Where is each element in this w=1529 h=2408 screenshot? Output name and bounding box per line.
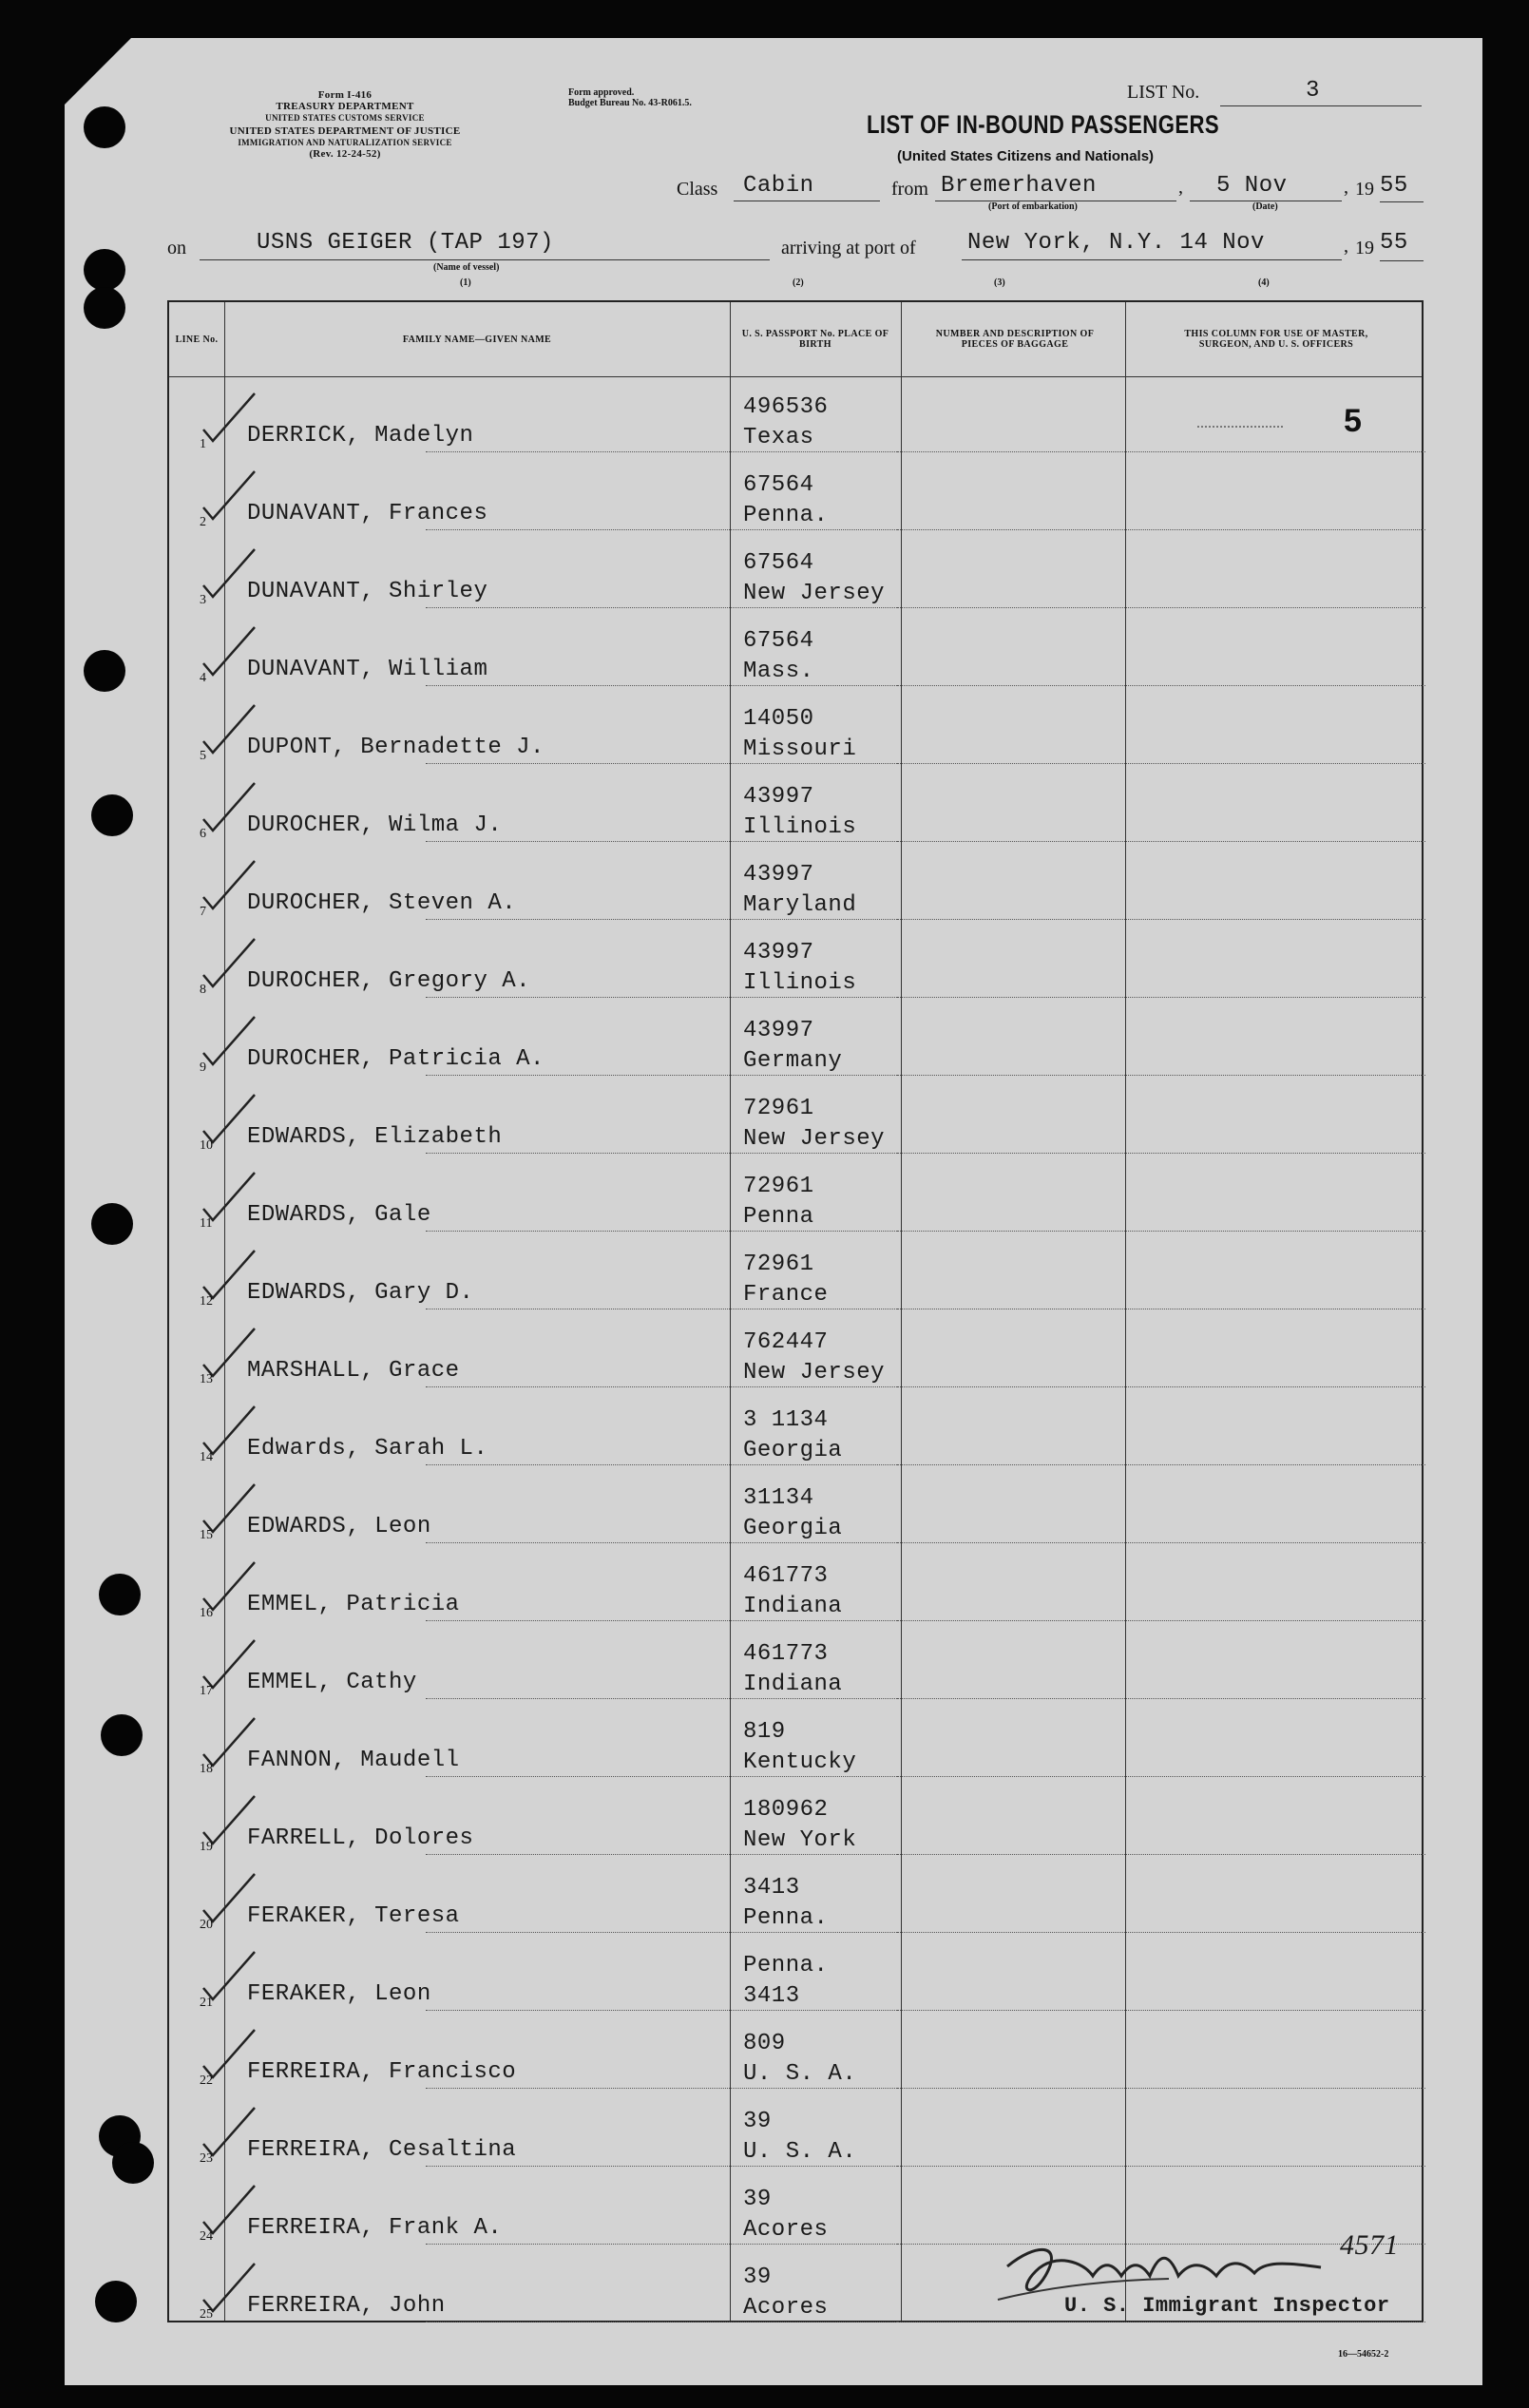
passport-number: 39 xyxy=(743,2109,772,2134)
class-label: Class xyxy=(677,179,718,200)
line-number: 14 xyxy=(200,1450,213,1464)
passenger-name: FERREIRA, Frank A. xyxy=(247,2215,503,2241)
passenger-name: EDWARDS, Gale xyxy=(247,1202,431,1228)
passport-number: 43997 xyxy=(743,940,814,965)
passenger-name: MARSHALL, Grace xyxy=(247,1358,460,1384)
table-row xyxy=(169,1937,1425,2015)
departure-year-prefix: 19 xyxy=(1355,179,1374,200)
row-rule xyxy=(897,763,1425,764)
place-of-birth: Illinois xyxy=(743,814,857,840)
col-header-passport: U. S. PASSPORT No. PLACE OF BIRTH xyxy=(741,329,889,350)
arrival-year-prefix: 19 xyxy=(1355,238,1374,258)
place-of-birth: New Jersey xyxy=(743,1126,886,1152)
arrival-port-date: New York, N.Y. 14 Nov xyxy=(962,230,1342,260)
departure-year: 55 xyxy=(1380,173,1424,202)
passenger-name: DUNAVANT, Frances xyxy=(247,501,488,526)
departure-date: 5 Nov xyxy=(1190,173,1342,201)
punch-hole xyxy=(101,1714,143,1756)
arrival-year: 55 xyxy=(1380,230,1424,261)
place-of-birth: 3413 xyxy=(743,1983,800,2009)
table-row xyxy=(169,1235,1425,1313)
table-row xyxy=(169,768,1425,846)
line-number: 2 xyxy=(200,515,206,529)
arriving-label: arriving at port of xyxy=(781,238,916,258)
punch-hole xyxy=(112,2142,154,2184)
passport-number: 461773 xyxy=(743,1641,829,1667)
table-row xyxy=(169,846,1425,924)
line-number: 1 xyxy=(200,437,206,451)
passport-number: 762447 xyxy=(743,1329,829,1355)
form-approved: Form approved. xyxy=(568,87,635,98)
table-row xyxy=(169,1859,1425,1937)
punch-hole xyxy=(99,1574,141,1615)
place-of-birth: New York xyxy=(743,1827,857,1853)
line-number: 13 xyxy=(200,1372,213,1386)
passenger-name: EDWARDS, Leon xyxy=(247,1514,431,1539)
passenger-name: FERREIRA, Francisco xyxy=(247,2059,517,2085)
row-rule xyxy=(897,1464,1425,1465)
column-number-3: (3) xyxy=(994,277,1005,288)
passport-number: 67564 xyxy=(743,550,814,576)
row-rule xyxy=(897,919,1425,920)
passport-number: 43997 xyxy=(743,862,814,888)
punch-hole xyxy=(91,794,133,836)
punch-hole xyxy=(84,650,125,692)
row-rule xyxy=(897,1542,1425,1543)
passenger-name: FERREIRA, Cesaltina xyxy=(247,2137,517,2163)
col-header-line-no: LINE No. xyxy=(175,334,219,345)
table-row xyxy=(169,1080,1425,1157)
line-number: 18 xyxy=(200,1762,213,1776)
header-divider xyxy=(169,376,1422,377)
passenger-name: FERAKER, Teresa xyxy=(247,1903,460,1929)
col-header-name: FAMILY NAME—GIVEN NAME xyxy=(402,334,552,345)
place-of-birth: U. S. A. xyxy=(743,2139,857,2165)
passenger-name: Edwards, Sarah L. xyxy=(247,1436,488,1462)
col-header-baggage: NUMBER AND DESCRIPTION OF PIECES OF BAGGAGE xyxy=(935,329,1095,350)
passport-number: 3 1134 xyxy=(743,1407,829,1433)
passport-number: 819 xyxy=(743,1719,786,1745)
place-of-birth: Illinois xyxy=(743,970,857,996)
line-number: 9 xyxy=(200,1061,206,1075)
place-of-birth: Texas xyxy=(743,425,814,450)
punch-hole xyxy=(84,249,125,291)
place-of-birth: Mass. xyxy=(743,659,814,684)
place-of-birth: Missouri xyxy=(743,736,857,762)
vessel-name: USNS GEIGER (TAP 197) xyxy=(200,230,770,260)
table-row xyxy=(169,1313,1425,1391)
revision-date: (Rev. 12-24-52) xyxy=(309,148,381,160)
inspector-title: U. S. Immigrant Inspector xyxy=(1064,2294,1390,2318)
line-number: 22 xyxy=(200,2074,213,2088)
list-no-label: LIST No. xyxy=(1127,82,1200,103)
place-of-birth: Acores xyxy=(743,2295,829,2321)
row-rule xyxy=(897,997,1425,998)
line-number: 20 xyxy=(200,1918,213,1932)
place-of-birth: New Jersey xyxy=(743,1360,886,1386)
passport-number: 14050 xyxy=(743,706,814,732)
table-row xyxy=(169,1469,1425,1547)
date-caption: (Date) xyxy=(1252,201,1278,212)
line-number: 12 xyxy=(200,1294,213,1309)
place-of-birth: Germany xyxy=(743,1048,843,1074)
passport-number: 496536 xyxy=(743,394,829,420)
row-rule xyxy=(897,1776,1425,1777)
row-rule xyxy=(897,1153,1425,1154)
column-number-4: (4) xyxy=(1258,277,1270,288)
port-caption: (Port of embarkation) xyxy=(988,201,1078,212)
comma-separator: , xyxy=(1344,177,1348,198)
agency-block xyxy=(160,89,530,160)
passenger-name: FERREIRA, John xyxy=(247,2293,446,2319)
form-subtitle: (United States Citizens and Nationals) xyxy=(897,148,1155,164)
row-rule xyxy=(897,841,1425,842)
line-number: 21 xyxy=(200,1996,213,2010)
row-rule xyxy=(897,607,1425,608)
table-row xyxy=(169,2093,1425,2170)
passport-number: Penna. xyxy=(743,1953,829,1978)
table-row xyxy=(169,1157,1425,1235)
place-of-birth: Kentucky xyxy=(743,1749,857,1775)
table-row xyxy=(169,690,1425,768)
form-number: Form I-416 xyxy=(317,89,373,101)
table-row xyxy=(169,1625,1425,1703)
treasury-department: TREASURY DEPARTMENT xyxy=(276,101,414,112)
column-number-2: (2) xyxy=(793,277,804,288)
punch-hole xyxy=(91,1203,133,1245)
table-row xyxy=(169,612,1425,690)
passport-number: 72961 xyxy=(743,1252,814,1277)
passport-number: 809 xyxy=(743,2031,786,2056)
punch-hole xyxy=(95,2281,137,2322)
form-title: LIST OF IN-BOUND PASSENGERS xyxy=(867,110,1220,139)
list-no-value: 3 xyxy=(1220,78,1422,106)
table-row xyxy=(169,924,1425,1002)
passenger-name: FANNON, Maudell xyxy=(247,1748,460,1773)
place-of-birth: Georgia xyxy=(743,1438,843,1463)
line-number: 6 xyxy=(200,827,206,841)
passport-number: 43997 xyxy=(743,784,814,810)
line-number: 4 xyxy=(200,671,206,685)
table-row xyxy=(169,1703,1425,1781)
passenger-name: DUNAVANT, William xyxy=(247,657,488,682)
table-row xyxy=(169,1547,1425,1625)
table-row xyxy=(169,534,1425,612)
line-number: 5 xyxy=(200,749,206,763)
comma-separator: , xyxy=(1344,236,1348,257)
line-number: 23 xyxy=(200,2151,213,2166)
row-rule xyxy=(897,2010,1425,2011)
officer-note: 5 xyxy=(1344,403,1362,439)
ins-service: IMMIGRATION AND NATURALIZATION SERVICE xyxy=(238,138,452,147)
row-rule xyxy=(897,1698,1425,1699)
place-of-birth: Acores xyxy=(743,2217,829,2243)
row-rule xyxy=(897,1932,1425,1933)
row-rule xyxy=(897,451,1425,452)
col-header-officers: THIS COLUMN FOR USE OF MASTER, SURGEON, AND U. S. OFFICERS xyxy=(1184,329,1368,350)
punch-hole xyxy=(84,287,125,329)
passport-number: 72961 xyxy=(743,1096,814,1121)
place-of-birth: Indiana xyxy=(743,1594,843,1619)
passport-number: 72961 xyxy=(743,1174,814,1199)
inspector-number: 4571 xyxy=(1340,2229,1399,2261)
table-row xyxy=(169,1002,1425,1080)
row-rule xyxy=(897,529,1425,530)
line-number: 8 xyxy=(200,983,206,997)
table-row xyxy=(169,2015,1425,2093)
passport-number: 67564 xyxy=(743,628,814,654)
place-of-birth: Georgia xyxy=(743,1516,843,1541)
row-rule xyxy=(897,1854,1425,1855)
line-number: 24 xyxy=(200,2229,213,2244)
passport-number: 39 xyxy=(743,2187,772,2212)
column-number-1: (1) xyxy=(460,277,471,288)
row-rule xyxy=(897,1620,1425,1621)
table-row xyxy=(169,456,1425,534)
passenger-name: DUROCHER, Steven A. xyxy=(247,890,517,916)
passenger-name: EMMEL, Patricia xyxy=(247,1592,460,1617)
line-number: 16 xyxy=(200,1606,213,1620)
line-number: 3 xyxy=(200,593,206,607)
place-of-birth: New Jersey xyxy=(743,581,886,606)
row-rule xyxy=(897,1231,1425,1232)
port-of-embarkation: Bremerhaven xyxy=(935,173,1176,201)
table-row xyxy=(169,1391,1425,1469)
footer-code: 16—54652-2 xyxy=(1338,2349,1389,2360)
passport-number: 3413 xyxy=(743,1875,800,1901)
punch-hole xyxy=(84,106,125,148)
passenger-name: EDWARDS, Elizabeth xyxy=(247,1124,503,1150)
folded-corner xyxy=(65,38,131,105)
class-value: Cabin xyxy=(734,173,880,201)
place-of-birth: Penna. xyxy=(743,503,829,528)
customs-service: UNITED STATES CUSTOMS SERVICE xyxy=(265,113,425,123)
line-number: 10 xyxy=(200,1138,213,1153)
place-of-birth: U. S. A. xyxy=(743,2061,857,2087)
passport-number: 31134 xyxy=(743,1485,814,1511)
passenger-name: EMMEL, Cathy xyxy=(247,1670,417,1695)
row-rule xyxy=(897,2088,1425,2089)
line-number: 7 xyxy=(200,905,206,919)
passenger-name: DUROCHER, Patricia A. xyxy=(247,1046,545,1072)
on-label: on xyxy=(167,238,186,258)
passport-number: 180962 xyxy=(743,1797,829,1823)
place-of-birth: France xyxy=(743,1282,829,1308)
passenger-table xyxy=(167,300,1424,2322)
place-of-birth: Penna xyxy=(743,1204,814,1230)
passenger-name: FERAKER, Leon xyxy=(247,1981,431,2007)
budget-bureau-no: Budget Bureau No. 43-R061.5. xyxy=(568,98,692,108)
passport-number: 39 xyxy=(743,2265,772,2290)
line-number: 17 xyxy=(200,1684,213,1698)
table-row xyxy=(169,378,1425,456)
place-of-birth: Maryland xyxy=(743,892,857,918)
passenger-name: DUROCHER, Wilma J. xyxy=(247,812,503,838)
place-of-birth: Penna. xyxy=(743,1905,829,1931)
passport-number: 67564 xyxy=(743,472,814,498)
place-of-birth: Indiana xyxy=(743,1672,843,1697)
vessel-caption: (Name of vessel) xyxy=(433,262,500,273)
from-label: from xyxy=(891,179,928,200)
approval-block xyxy=(568,87,692,108)
row-rule xyxy=(897,1386,1425,1387)
line-number: 15 xyxy=(200,1528,213,1542)
passenger-name: EDWARDS, Gary D. xyxy=(247,1280,474,1306)
passport-number: 43997 xyxy=(743,1018,814,1043)
passenger-name: DUNAVANT, Shirley xyxy=(247,579,488,604)
row-rule xyxy=(897,685,1425,686)
passenger-name: FARRELL, Dolores xyxy=(247,1825,474,1851)
justice-department: UNITED STATES DEPARTMENT OF JUSTICE xyxy=(229,125,461,137)
comma-separator: , xyxy=(1178,177,1183,198)
passenger-name: DUROCHER, Gregory A. xyxy=(247,968,531,994)
line-number: 11 xyxy=(200,1216,213,1231)
line-number: 25 xyxy=(200,2307,213,2322)
line-number: 19 xyxy=(200,1840,213,1854)
table-row xyxy=(169,1781,1425,1859)
passport-number: 461773 xyxy=(743,1563,829,1589)
row-rule xyxy=(897,1075,1425,1076)
passenger-name: DUPONT, Bernadette J. xyxy=(247,735,545,760)
row-rule xyxy=(897,2166,1425,2167)
passenger-name: DERRICK, Madelyn xyxy=(247,423,474,449)
